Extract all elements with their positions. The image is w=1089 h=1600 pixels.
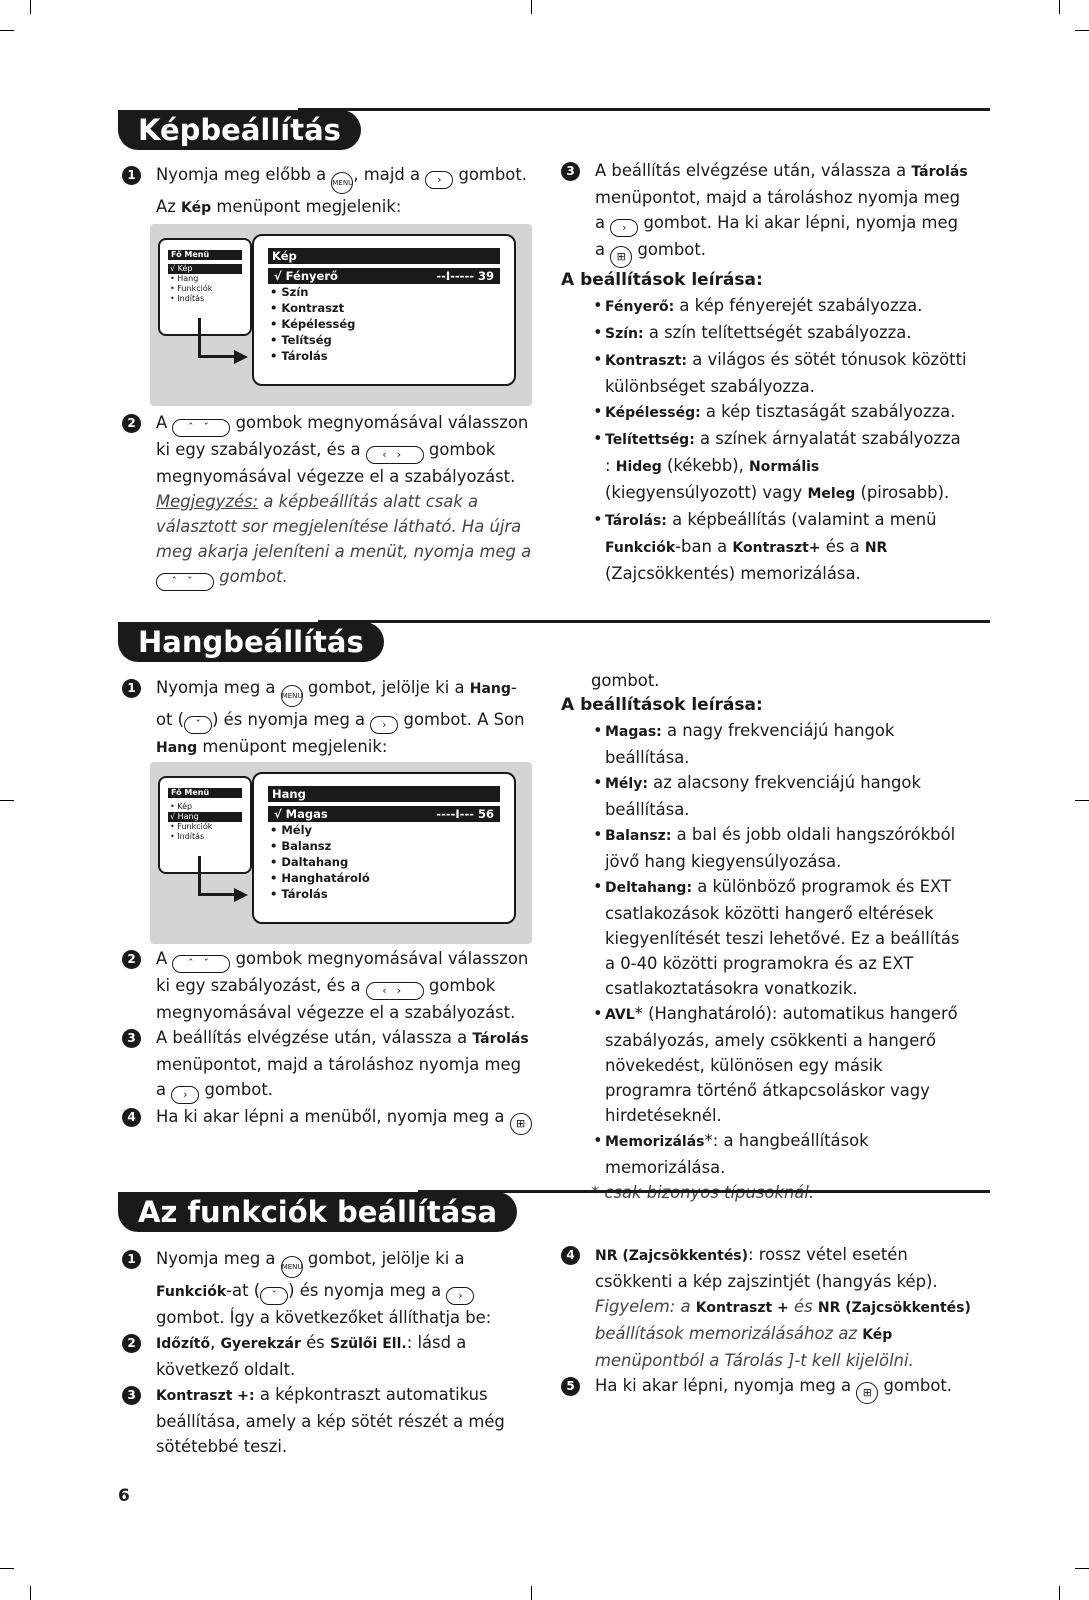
keyword: Meleg — [807, 486, 856, 502]
main-menu-title: Fő Menü — [168, 250, 242, 260]
kep-right-column — [561, 158, 971, 586]
step-number: 3 — [122, 1029, 141, 1048]
text: A beállítás elvégzése után, válassza a — [595, 161, 907, 180]
text: a képbeállítás (valamint a menü — [672, 510, 937, 529]
step-number: 2 — [122, 1334, 141, 1353]
text: menüpont megjelenik: — [202, 737, 388, 756]
funk-step-2 — [122, 1330, 532, 1382]
keyword: Szülői Ell. — [329, 1336, 407, 1352]
crop-mark — [0, 1568, 14, 1569]
hang-step-4 — [122, 1104, 532, 1135]
right-key-icon: › — [425, 171, 453, 189]
bullet-item — [561, 1001, 971, 1128]
text: menüpont megjelenik: — [216, 197, 402, 216]
text: gombot. — [219, 567, 288, 586]
step-number: 1 — [122, 166, 141, 185]
keyword: Kontraszt +: — [156, 1388, 255, 1404]
left-right-keys-icon: ‹› — [366, 446, 424, 464]
funk-step-4 — [561, 1242, 971, 1373]
text: gombot. Ha ki akar lépni, nyomja meg a — [595, 213, 958, 259]
sub-menu-item: • Daltahang — [270, 855, 349, 869]
row-label: √ Magas — [274, 807, 328, 821]
text: a nagy frekvenciájú hangok beállítása. — [605, 721, 895, 767]
keyword: Mély: — [605, 776, 648, 792]
row-value: --I----- 39 — [436, 269, 494, 283]
section-header-kep — [118, 108, 990, 154]
sub-menu-item: • Telítség — [270, 333, 332, 347]
bullet-item — [561, 1128, 971, 1180]
text: , majd a — [353, 165, 421, 184]
bullet-item — [561, 399, 971, 426]
text: a világos és sötét tónusok közötti különbséget szabályozza. — [605, 350, 967, 396]
text: ) és nyomja meg a — [288, 1281, 442, 1300]
text: Ha ki akar lépni, nyomja meg a — [595, 1376, 852, 1395]
kep-step-1 — [122, 162, 532, 221]
step-number: 1 — [122, 679, 141, 698]
keyword: Gyerekzár — [220, 1336, 301, 1352]
step-number: 4 — [561, 1246, 580, 1265]
text: gombot. — [204, 1080, 273, 1099]
right-key-icon: › — [171, 1086, 199, 1104]
hang-menu-diagram — [150, 762, 532, 944]
text: : a hangbeállítások memorizálása. — [605, 1131, 869, 1177]
arrow-line — [198, 856, 201, 896]
sub-menu-item: • Mély — [270, 823, 313, 837]
bullet-item — [561, 822, 971, 874]
keyword: Balansz: — [605, 828, 672, 844]
sub-menu-item: • Tárolás — [270, 887, 328, 901]
text: menüpontból a Tárolás ]-t kell kijelölni. — [595, 1351, 914, 1370]
main-menu-title: Fő Menü — [168, 788, 242, 798]
text: beállítások memorizálásához az — [595, 1324, 857, 1343]
exit-key-icon: ⊞ — [510, 1113, 532, 1135]
arrow-head-icon — [234, 350, 248, 364]
sub-menu-panel — [252, 234, 516, 386]
crop-mark — [531, 1586, 532, 1600]
section-title: Hangbeállítás — [118, 622, 384, 662]
footnote-marker: * — [634, 1004, 643, 1023]
main-menu-item: √ Hang — [168, 812, 242, 822]
text: gombok megnyomásával végezze el a szabályozást. — [156, 440, 516, 486]
text: a különböző programok és EXT csatlakozások közötti hangerő eltérések kiegyenlítését teszi lehetővé. Ez a beállítás a 0-40 közötti programokra és az EXT csatlakoztatásokra vonatkozik. — [605, 877, 960, 998]
keyword: Kontraszt: — [605, 353, 688, 369]
keyword: Telítettség: — [605, 432, 695, 448]
text: gombot. A Son — [403, 710, 525, 729]
keyword: Kép — [181, 200, 212, 216]
text: Nyomja meg a — [156, 678, 276, 697]
keyword: NR — [864, 540, 888, 556]
text: gombot. — [637, 240, 706, 259]
text: A — [156, 413, 168, 432]
text: és — [794, 1297, 813, 1316]
funk-step-3 — [122, 1382, 532, 1459]
keyword: Hang — [156, 740, 198, 756]
hang-right-column — [561, 668, 971, 1205]
down-key-icon: ˇ — [260, 1287, 288, 1305]
up-down-keys-icon: ˆˇ — [156, 573, 214, 591]
main-menu-item: • Funkciók — [170, 284, 213, 293]
text: (Zajcsökkentés) memorizálása. — [605, 564, 861, 583]
step-number: 4 — [122, 1108, 141, 1127]
keyword: Funkciók — [156, 1284, 227, 1300]
hang-step-1 — [122, 675, 532, 761]
text: Az — [156, 197, 176, 216]
bullet-item — [561, 874, 971, 1001]
text: gombok megnyomásával végezze el a szabályozást. — [156, 976, 516, 1022]
hang-step-2 — [122, 946, 532, 1025]
section-title: Képbeállítás — [118, 110, 361, 150]
keyword: Tárolás: — [605, 513, 667, 529]
sub-menu-item: • Képélesség — [270, 317, 356, 331]
text: gombok megnyomásával válasszon ki egy szabályozást, és a — [156, 413, 529, 459]
text: (pirosabb). — [860, 483, 950, 502]
bullet-item — [561, 718, 971, 770]
exit-key-icon: ⊞ — [610, 246, 632, 268]
keyword: NR (Zajcsökkentés) — [817, 1300, 971, 1316]
text: gombot. Így a következőket állíthatja be: — [156, 1308, 492, 1327]
keyword: Tárolás — [911, 164, 968, 180]
kep-menu-diagram — [150, 224, 532, 406]
crop-mark — [1075, 1568, 1089, 1569]
text: : lásd a következő oldalt. — [156, 1333, 467, 1379]
step-number: 3 — [561, 162, 580, 181]
text: gombot, jelölje ki a — [307, 678, 465, 697]
text: Figyelem: a — [595, 1297, 691, 1316]
text: -at ( — [226, 1281, 261, 1300]
text: (Hanghatároló): automatikus hangerő szabályozás, amely csökkenti a hangerő növekedést, különösen egy másik programra történő átkapcsoláskor vagy hirdetéseknél. — [605, 1004, 958, 1125]
text: menüpontot, majd a tároláshoz nyomja meg a — [156, 1055, 521, 1099]
main-menu-item: • Funkciók — [170, 822, 213, 831]
text: gombok megnyomásával válasszon ki egy szabályozást, és a — [156, 949, 529, 995]
keyword: AVL — [605, 1007, 635, 1023]
crop-mark — [1075, 800, 1089, 801]
sub-menu-item: • Szín — [270, 285, 309, 299]
keyword: Magas: — [605, 724, 662, 740]
section-header-hang — [118, 620, 990, 666]
text: a kép tisztaságát szabályozza. — [705, 402, 956, 421]
bullet-item — [561, 426, 971, 507]
main-menu-item: • Hang — [170, 274, 199, 283]
text: a színek árnyalatát szabályozza : — [605, 429, 961, 475]
down-key-icon: ˇ — [184, 716, 212, 734]
text: Nyomja meg előbb a — [156, 165, 327, 184]
page-number: 6 — [118, 1486, 130, 1506]
left-right-keys-icon: ‹› — [366, 982, 424, 1000]
arrow-head-icon — [234, 888, 248, 902]
crop-mark — [1059, 1586, 1060, 1600]
note — [595, 1297, 971, 1370]
sub-menu-selected-row — [268, 268, 500, 284]
keyword: Hideg — [615, 459, 662, 475]
keyword: NR (Zajcsökkentés) — [595, 1248, 749, 1264]
main-menu-item: • Indítás — [170, 832, 205, 841]
text: gombot, jelölje ki a — [307, 1249, 465, 1268]
text: menüpontot, majd a tároláshoz nyomja meg a — [595, 188, 960, 232]
text: (kiegyensúlyozott) vagy — [605, 483, 803, 502]
section-title: Az funkciók beállítása — [118, 1192, 517, 1232]
main-menu-item: • Kép — [170, 802, 193, 811]
crop-mark — [30, 1586, 31, 1600]
text: gombot. — [458, 165, 527, 184]
text: , — [210, 1333, 216, 1352]
text: A beállítás elvégzése után, válassza a — [156, 1028, 468, 1047]
kep-left-column — [122, 162, 532, 221]
main-menu-item: √ Kép — [168, 264, 242, 274]
keyword: Kontraszt + — [695, 1300, 789, 1316]
step-number: 5 — [561, 1377, 580, 1396]
section-rule — [298, 108, 990, 111]
funk-step-5 — [561, 1373, 971, 1404]
kep-left-column-2 — [122, 410, 532, 591]
main-menu-panel — [158, 238, 252, 336]
funk-right-column — [561, 1242, 971, 1404]
step-number: 3 — [122, 1386, 141, 1405]
row-label: √ Fényerő — [274, 269, 338, 283]
funk-left-column — [122, 1246, 532, 1459]
sub-menu-item: • Kontraszt — [270, 301, 345, 315]
sub-menu-item: • Balansz — [270, 839, 332, 853]
text: A — [156, 949, 168, 968]
keyword: Kép — [862, 1327, 893, 1343]
kep-step-2 — [122, 410, 532, 591]
text: Nyomja meg a — [156, 1249, 276, 1268]
crop-mark — [1059, 0, 1060, 14]
step-number: 1 — [122, 1250, 141, 1269]
text: a bal és jobb oldali hangszórókból jövő hang kiegyensúlyozása. — [605, 825, 956, 871]
bullet-item — [561, 770, 971, 822]
right-key-icon: › — [610, 219, 638, 237]
kep-step-3 — [561, 158, 971, 268]
keyword: Képélesség: — [605, 405, 701, 421]
text: gombot. — [883, 1376, 952, 1395]
keyword: Hang — [469, 681, 511, 697]
description-heading: A beállítások leírása: — [561, 270, 763, 290]
up-down-keys-icon: ˆˇ — [172, 955, 230, 973]
crop-mark — [0, 800, 14, 801]
right-key-icon: › — [370, 716, 398, 734]
note-label: Megjegyzés: — [156, 492, 259, 511]
text: Ha ki akar lépni a menüből, nyomja meg a — [156, 1107, 505, 1126]
text: (kékebb), — [667, 456, 744, 475]
up-down-keys-icon: ˆˇ — [172, 419, 230, 437]
crop-mark — [0, 30, 14, 31]
description-heading: A beállítások leírása: — [561, 695, 763, 715]
crop-mark — [531, 0, 532, 14]
text: és a — [825, 537, 860, 556]
bullet-item — [561, 293, 971, 320]
keyword: Normális — [749, 459, 820, 475]
sub-menu-title: Hang — [268, 786, 500, 802]
hang-left-column-2 — [122, 946, 532, 1135]
text: a szín telítettségét szabályozza. — [648, 323, 912, 342]
section-header-funk — [118, 1190, 990, 1236]
text: a képbeállítás alatt csak a választott sor megjelenítése látható. Ha újra meg akarja jeleníteni a menüt, nyomja meg a — [156, 492, 532, 561]
sub-menu-item: • Tárolás — [270, 349, 328, 363]
text: ) és nyomja meg a — [212, 710, 366, 729]
exit-key-icon: ⊞ — [856, 1382, 878, 1404]
keyword: Fényerő: — [605, 299, 675, 315]
text: a képkontraszt automatikus beállítása, amely a kép sötét részét a még sötétebbé teszi. — [156, 1385, 505, 1456]
section-rule — [318, 620, 990, 623]
crop-mark — [1075, 30, 1089, 31]
menu-key-icon: MENU — [331, 172, 353, 194]
menu-key-icon: MENU — [281, 685, 303, 707]
text: -ot ( — [156, 678, 517, 729]
right-key-icon: › — [446, 1287, 474, 1305]
keyword: Memorizálás — [605, 1134, 705, 1150]
bullet-item — [561, 507, 971, 586]
main-menu-panel — [158, 776, 252, 874]
keyword: Kontraszt+ — [732, 540, 821, 556]
keyword: Szín: — [605, 326, 644, 342]
keyword: Időzítő — [156, 1336, 211, 1352]
continued-text: gombot. — [591, 671, 660, 690]
step-number: 2 — [122, 414, 141, 433]
hang-step-3 — [122, 1025, 532, 1104]
crop-mark — [30, 0, 31, 14]
hang-left-column — [122, 675, 532, 761]
step-number: 2 — [122, 950, 141, 969]
keyword: Deltahang: — [605, 880, 693, 896]
text: az alacsony frekvenciájú hangok beállítása. — [605, 773, 921, 819]
keyword: Tárolás — [472, 1031, 529, 1047]
text: a kép fényerejét szabályozza. — [679, 296, 923, 315]
main-menu-item: • Indítás — [170, 294, 205, 303]
bullet-item — [561, 347, 971, 399]
sub-menu-selected-row — [268, 806, 500, 822]
sub-menu-title: Kép — [268, 248, 500, 264]
text: : rossz vétel esetén csökkenti a kép zajszintjét (hangyás kép). — [595, 1245, 938, 1291]
row-value: ----I--- 56 — [436, 807, 494, 821]
text: és — [306, 1333, 325, 1352]
footnote-marker: * — [704, 1131, 713, 1150]
keyword: Funkciók — [605, 540, 676, 556]
arrow-line — [198, 318, 201, 358]
funk-step-1 — [122, 1246, 532, 1330]
note — [156, 492, 531, 586]
menu-key-icon: MENU — [281, 1256, 303, 1278]
text: -ban a — [675, 537, 728, 556]
sub-menu-item: • Hanghatároló — [270, 871, 370, 885]
bullet-item — [561, 320, 971, 347]
sub-menu-panel — [252, 772, 516, 924]
